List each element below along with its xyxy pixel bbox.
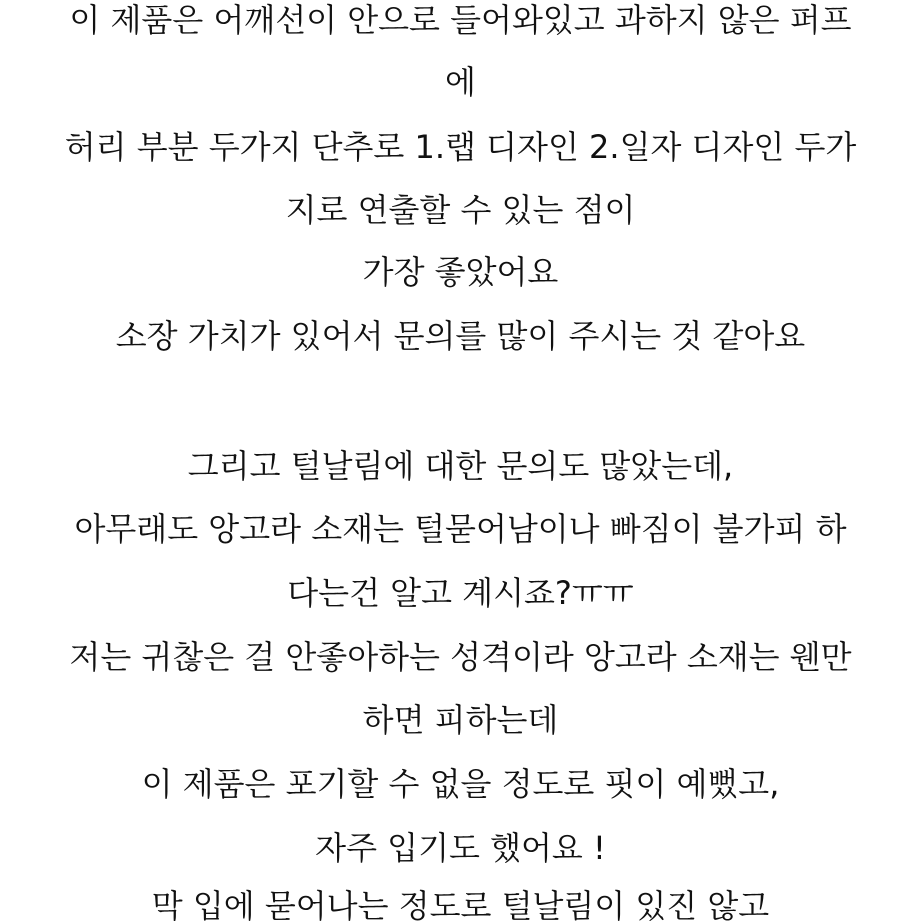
text-line-1: 이 제품은 어깨선이 안으로 들어와있고 과하지 않은 퍼프 (69, 1, 852, 39)
text-line-11: 하면 피하는데 (362, 701, 559, 739)
text-line-12: 이 제품은 포기할 수 없을 정도로 핏이 예뻤고, (141, 765, 780, 803)
text-line-5: 가장 좋았어요 (362, 253, 559, 291)
text-line-3: 허리 부분 두가지 단추로 1.랩 디자인 2.일자 디자인 두가 (64, 128, 857, 166)
text-line-7: 그리고 털날림에 대한 문의도 많았는데, (187, 447, 734, 485)
text-line-2: 에 (445, 63, 476, 101)
text-line-8: 아무래도 앙고라 소재는 털묻어남이나 빠짐이 불가피 하 (74, 510, 847, 548)
text-line-14: 막 입에 묻어나는 정도로 털날림이 있진 않고 (151, 887, 770, 921)
text-line-13: 자주 입기도 했어요 ! (315, 829, 606, 867)
text-line-6: 소장 가치가 있어서 문의를 많이 주시는 것 같아요 (115, 317, 806, 355)
text-line-9: 다는건 알고 계시죠?ㅠㅠ (287, 574, 634, 612)
text-line-4: 지로 연출할 수 있는 점이 (285, 191, 636, 229)
text-line-10: 저는 귀찮은 걸 안좋아하는 성격이라 앙고라 소재는 웬만 (69, 638, 852, 676)
